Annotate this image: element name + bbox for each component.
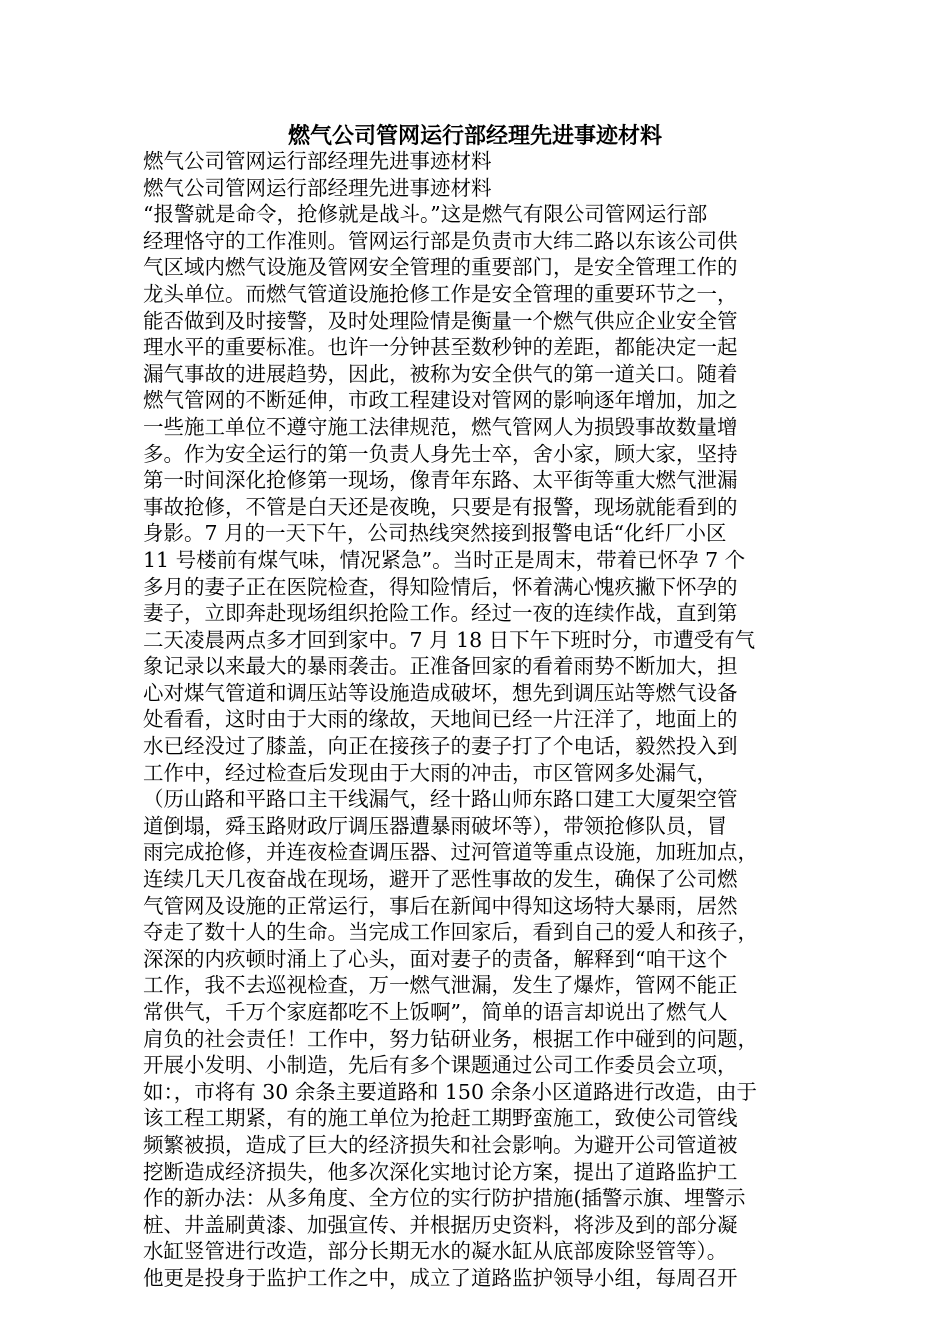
body-text-line: 夺走了数十人的生命。当完成工作回家后，看到自己的爱人和孩子， [143, 920, 758, 945]
body-text-line: 水缸竖管进行改造，部分长期无水的凝水缸从底部废除竖管等）。 [143, 1239, 728, 1264]
body-text-line: 深深的内疚顿时涌上了心头，面对妻子的责备，解释到“咱干这个 [143, 946, 728, 971]
body-text-line: 作的新办法：从多角度、全方位的实行防护措施(插警示旗、埋警示 [143, 1186, 746, 1211]
body-text-line: 多月的妻子正在医院检查，得知险情后，怀着满心愧疚撇下怀孕的 [143, 574, 738, 599]
body-text-line: 水已经没过了膝盖，向正在接孩子的妻子打了个电话，毅然投入到 [143, 734, 738, 759]
body-text-line: 燃气公司管网运行部经理先进事迹材料 [143, 149, 492, 173]
body-text-line: 理水平的重要标准。也许一分钟甚至数秒钟的差距，都能决定一起 [143, 335, 738, 360]
body-text-line: （历山路和平路口主干线漏气，经十路山师东路口建工大厦架空管 [143, 787, 738, 812]
body-text-line: 象记录以来最大的暴雨袭击。正准备回家的看着雨势不断加大，担 [143, 654, 738, 679]
body-text-line: 他更是投身于监护工作之中，成立了道路监护领导小组，每周召开 [143, 1265, 738, 1290]
body-text-line: 雨完成抢修，并连夜检查调压器、过河管道等重点设施，加班加点， [143, 840, 758, 865]
body-text-line: 道倒塌，舜玉路财政厅调压器遭暴雨破坏等），带领抢修队员，冒 [143, 813, 728, 838]
body-text-line: 频繁被损，造成了巨大的经济损失和社会影响。为避开公司管道被 [143, 1132, 738, 1157]
body-text-line: 气区域内燃气设施及管网安全管理的重要部门，是安全管理工作的 [143, 255, 738, 280]
document-title: 燃气公司管网运行部经理先进事迹材料 [287, 123, 662, 149]
body-text-line: 经理恪守的工作准则。管网运行部是负责市大纬二路以东该公司供 [143, 228, 738, 253]
body-text-line: 二天凌晨两点多才回到家中。7 月 18 日下午下班时分，市遭受有气 [143, 627, 756, 652]
body-text-line: 常供气，千万个家庭都吃不上饭啊”，简单的语言却说出了燃气人 [143, 1000, 728, 1024]
body-text-line: 事故抢修，不管是白天还是夜晚，只要是有报警，现场就能看到的 [143, 494, 738, 519]
body-text-line: 11 号楼前有煤气味，情况紧急”。当时正是周末，带着已怀孕 7 个 [143, 547, 746, 572]
body-text-line: 身影。7 月的一天下午，公司热线突然接到报警电话“化纤厂小区 [143, 521, 727, 546]
body-text-line: 能否做到及时接警，及时处理险情是衡量一个燃气供应企业安全管 [143, 308, 738, 333]
body-text-line: 妻子，立即奔赴现场组织抢险工作。经过一夜的连续作战，直到第 [143, 601, 738, 626]
body-text-line: 该工程工期紧，有的施工单位为抢赶工期野蛮施工，致使公司管线 [143, 1106, 738, 1131]
body-text-line: 开展小发明、小制造，先后有多个课题通过公司工作委员会立项， [143, 1053, 738, 1078]
body-text-line: 一些施工单位不遵守施工法律规范，燃气管网人为损毁事故数量增 [143, 414, 738, 439]
body-text-line: 处看看，这时由于大雨的缘故，天地间已经一片汪洋了，地面上的 [143, 707, 738, 732]
body-text-line: 漏气事故的进展趋势，因此，被称为安全供气的第一道关口。随着 [143, 361, 738, 386]
body-text-line: 桩、井盖刷黄漆、加强宣传、并根据历史资料，将涉及到的部分凝 [143, 1212, 738, 1237]
body-text-line: 连续几天几夜奋战在现场，避开了恶性事故的发生，确保了公司燃 [143, 867, 738, 892]
body-text-line: 气管网及设施的正常运行，事后在新闻中得知这场特大暴雨，居然 [143, 893, 738, 918]
body-text-line: “报警就是命令，抢修就是战斗。”这是燃气有限公司管网运行部 [143, 202, 708, 227]
body-text-line: 工作，我不去巡视检查，万一燃气泄漏，发生了爆炸，管网不能正 [143, 973, 738, 998]
body-text-line: 肩负的社会责任！工作中，努力钻研业务，根据工作中碰到的问题， [143, 1026, 758, 1051]
body-text-line: 燃气管网的不断延伸，市政工程建设对管网的影响逐年增加，加之 [143, 388, 738, 413]
body-text-line: 挖断造成经济损失，他多次深化实地讨论方案，提出了道路监护工 [143, 1159, 738, 1184]
document-body [143, 148, 803, 1292]
body-text-line: 心对煤气管道和调压站等设施造成破坏，想先到调压站等燃气设备 [143, 680, 738, 705]
body-text-line: 工作中，经过检查后发现由于大雨的冲击，市区管网多处漏气， [143, 760, 717, 785]
body-text-line: 龙头单位。而燃气管道设施抢修工作是安全管理的重要环节之一， [143, 281, 738, 306]
body-text-line: 多。作为安全运行的第一负责人身先士卒，舍小家，顾大家，坚持 [143, 441, 738, 466]
body-text-line: 燃气公司管网运行部经理先进事迹材料 [143, 175, 492, 200]
body-text-line: 第一时间深化抢修第一现场，像青年东路、太平街等重大燃气泄漏 [143, 468, 738, 493]
body-text-line: 如：，市将有 30 余条主要道路和 150 余条小区道路进行改造，由于 [143, 1079, 758, 1104]
